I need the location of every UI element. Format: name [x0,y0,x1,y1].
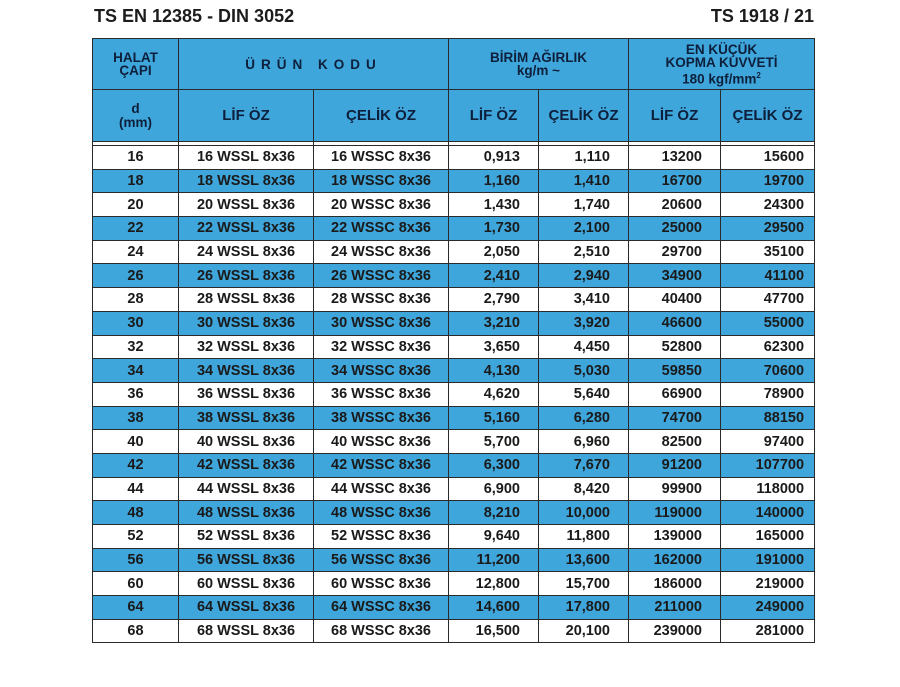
cell-code-lif: 64 WSSL 8x36 [179,596,314,620]
header-urun-kodu: ÜRÜN KODU [179,39,449,90]
table-row [93,311,815,335]
table-row [93,169,815,193]
table-row [93,525,815,549]
cell-force-celik: 47700 [721,288,815,312]
cell-weight-celik: 2,510 [539,240,629,264]
table-row [93,477,815,501]
cell-code-lif: 18 WSSL 8x36 [179,169,314,193]
cell-weight-celik: 10,000 [539,501,629,525]
cell-diameter: 32 [93,335,179,359]
table-row [93,217,815,241]
cell-force-celik: 88150 [721,406,815,430]
cell-weight-lif: 1,730 [449,217,539,241]
cell-force-lif: 119000 [629,501,721,525]
cell-weight-lif: 6,900 [449,477,539,501]
table-row [93,193,815,217]
cell-force-celik: 29500 [721,217,815,241]
cell-force-lif: 40400 [629,288,721,312]
table-row [93,382,815,406]
cell-diameter: 34 [93,359,179,383]
cell-force-lif: 162000 [629,548,721,572]
cell-weight-lif: 16,500 [449,619,539,643]
header-kopma-line2: KOPMA KUVVETİ [665,54,778,70]
table-row [93,548,815,572]
header-kopma-kuvveti [629,39,815,90]
cell-diameter: 38 [93,406,179,430]
subheader-d: d [131,100,140,116]
cell-code-celik: 40 WSSC 8x36 [314,430,449,454]
cell-code-celik: 48 WSSC 8x36 [314,501,449,525]
cell-weight-lif: 4,620 [449,382,539,406]
cell-force-lif: 66900 [629,382,721,406]
cell-code-lif: 68 WSSL 8x36 [179,619,314,643]
cell-diameter: 16 [93,146,179,170]
cell-code-celik: 36 WSSC 8x36 [314,382,449,406]
cell-diameter: 60 [93,572,179,596]
cell-diameter: 20 [93,193,179,217]
cell-force-celik: 191000 [721,548,815,572]
table-row [93,501,815,525]
cell-force-lif: 29700 [629,240,721,264]
cell-force-celik: 97400 [721,430,815,454]
cell-diameter: 36 [93,382,179,406]
cell-code-lif: 20 WSSL 8x36 [179,193,314,217]
subheader-force-celik-oz: ÇELİK ÖZ [721,90,815,142]
cell-code-lif: 38 WSSL 8x36 [179,406,314,430]
cell-weight-celik: 15,700 [539,572,629,596]
cell-weight-celik: 1,110 [539,146,629,170]
cell-weight-lif: 2,410 [449,264,539,288]
cell-force-lif: 211000 [629,596,721,620]
cell-code-lif: 36 WSSL 8x36 [179,382,314,406]
cell-code-lif: 32 WSSL 8x36 [179,335,314,359]
cell-weight-lif: 14,600 [449,596,539,620]
cell-diameter: 30 [93,311,179,335]
cell-force-celik: 41100 [721,264,815,288]
cell-weight-celik: 17,800 [539,596,629,620]
cell-weight-celik: 5,030 [539,359,629,383]
subheader-weight-lif-oz: LİF ÖZ [449,90,539,142]
cell-diameter: 68 [93,619,179,643]
table-row [93,240,815,264]
cell-weight-lif: 1,160 [449,169,539,193]
cell-force-celik: 19700 [721,169,815,193]
header-halat-capi-line1: HALAT [113,50,158,65]
cell-force-lif: 82500 [629,430,721,454]
cell-force-lif: 20600 [629,193,721,217]
cell-code-celik: 22 WSSC 8x36 [314,217,449,241]
cell-force-lif: 52800 [629,335,721,359]
cell-code-celik: 42 WSSC 8x36 [314,453,449,477]
cell-code-lif: 16 WSSL 8x36 [179,146,314,170]
cell-force-celik: 118000 [721,477,815,501]
rope-spec-table [92,38,815,643]
table-row [93,430,815,454]
cell-code-celik: 32 WSSC 8x36 [314,335,449,359]
cell-code-celik: 38 WSSC 8x36 [314,406,449,430]
cell-code-celik: 18 WSSC 8x36 [314,169,449,193]
header-birim-agirlik-line1: BİRİM AĞIRLIK [490,50,587,65]
cell-code-celik: 28 WSSC 8x36 [314,288,449,312]
cell-force-celik: 70600 [721,359,815,383]
cell-weight-lif: 3,210 [449,311,539,335]
cell-code-celik: 34 WSSC 8x36 [314,359,449,383]
cell-force-lif: 139000 [629,525,721,549]
cell-weight-celik: 6,280 [539,406,629,430]
cell-code-celik: 24 WSSC 8x36 [314,240,449,264]
cell-weight-lif: 1,430 [449,193,539,217]
cell-diameter: 28 [93,288,179,312]
cell-weight-celik: 8,420 [539,477,629,501]
cell-weight-lif: 12,800 [449,572,539,596]
cell-weight-lif: 11,200 [449,548,539,572]
table-row [93,264,815,288]
cell-diameter: 22 [93,217,179,241]
cell-weight-celik: 11,800 [539,525,629,549]
subheader-code-lif-oz: LİF ÖZ [179,90,314,142]
cell-diameter: 42 [93,453,179,477]
cell-weight-lif: 2,050 [449,240,539,264]
subheader-force-lif-oz: LİF ÖZ [629,90,721,142]
cell-diameter: 26 [93,264,179,288]
cell-force-celik: 140000 [721,501,815,525]
cell-weight-celik: 3,410 [539,288,629,312]
cell-force-celik: 55000 [721,311,815,335]
header-halat-capi-line2: ÇAPI [119,63,152,78]
cell-force-celik: 62300 [721,335,815,359]
cell-weight-celik: 3,920 [539,311,629,335]
table-row [93,146,815,170]
cell-code-celik: 60 WSSC 8x36 [314,572,449,596]
cell-code-celik: 64 WSSC 8x36 [314,596,449,620]
cell-code-lif: 22 WSSL 8x36 [179,217,314,241]
cell-diameter: 18 [93,169,179,193]
standard-right-title: TS 1918 / 21 [710,6,814,26]
cell-diameter: 44 [93,477,179,501]
cell-force-lif: 74700 [629,406,721,430]
header-birim-agirlik-line2: kg/m ~ [516,63,561,78]
cell-force-lif: 34900 [629,264,721,288]
cell-force-celik: 249000 [721,596,815,620]
cell-weight-celik: 7,670 [539,453,629,477]
cell-weight-celik: 6,960 [539,430,629,454]
cell-code-celik: 20 WSSC 8x36 [314,193,449,217]
cell-weight-lif: 5,700 [449,430,539,454]
cell-force-lif: 59850 [629,359,721,383]
cell-force-lif: 99900 [629,477,721,501]
cell-force-celik: 107700 [721,453,815,477]
cell-force-lif: 186000 [629,572,721,596]
cell-code-lif: 26 WSSL 8x36 [179,264,314,288]
subheader-code-celik-oz: ÇELİK ÖZ [314,90,449,142]
cell-code-lif: 30 WSSL 8x36 [179,311,314,335]
table-row [93,572,815,596]
subheader-weight-celik-oz: ÇELİK ÖZ [539,90,629,142]
cell-code-lif: 40 WSSL 8x36 [179,430,314,454]
cell-code-lif: 42 WSSL 8x36 [179,453,314,477]
cell-diameter: 52 [93,525,179,549]
header-kopma-line1: EN KÜÇÜK [685,41,758,57]
cell-force-lif: 91200 [629,453,721,477]
cell-weight-lif: 0,913 [449,146,539,170]
header-halat-capi [93,39,179,90]
cell-diameter: 48 [93,501,179,525]
cell-force-celik: 78900 [721,382,815,406]
cell-force-lif: 16700 [629,169,721,193]
cell-code-celik: 68 WSSC 8x36 [314,619,449,643]
cell-weight-celik: 20,100 [539,619,629,643]
cell-weight-lif: 2,790 [449,288,539,312]
cell-weight-celik: 13,600 [539,548,629,572]
table-row [93,453,815,477]
cell-code-celik: 16 WSSC 8x36 [314,146,449,170]
table-row [93,406,815,430]
cell-weight-lif: 5,160 [449,406,539,430]
cell-code-lif: 34 WSSL 8x36 [179,359,314,383]
cell-force-celik: 24300 [721,193,815,217]
cell-force-lif: 46600 [629,311,721,335]
cell-code-lif: 48 WSSL 8x36 [179,501,314,525]
cell-code-celik: 56 WSSC 8x36 [314,548,449,572]
cell-force-lif: 13200 [629,146,721,170]
table-row [93,288,815,312]
cell-force-celik: 15600 [721,146,815,170]
cell-diameter: 56 [93,548,179,572]
cell-code-celik: 52 WSSC 8x36 [314,525,449,549]
header-kopma-unit: 180 kgf/mm [682,71,757,87]
cell-weight-celik: 4,450 [539,335,629,359]
cell-weight-celik: 2,100 [539,217,629,241]
cell-code-lif: 28 WSSL 8x36 [179,288,314,312]
cell-force-celik: 35100 [721,240,815,264]
cell-force-celik: 165000 [721,525,815,549]
table-row [93,359,815,383]
subheader-mm: (mm) [119,114,152,130]
cell-code-celik: 44 WSSC 8x36 [314,477,449,501]
cell-force-lif: 25000 [629,217,721,241]
cell-diameter: 64 [93,596,179,620]
standard-left-title: TS EN 12385 - DIN 3052 [94,6,295,26]
header-kopma-sup: 2 [756,70,761,80]
cell-code-celik: 26 WSSC 8x36 [314,264,449,288]
header-birim-agirlik [449,39,629,90]
cell-code-lif: 24 WSSL 8x36 [179,240,314,264]
cell-code-celik: 30 WSSC 8x36 [314,311,449,335]
cell-force-celik: 219000 [721,572,815,596]
cell-code-lif: 44 WSSL 8x36 [179,477,314,501]
table-row [93,596,815,620]
table-row [93,335,815,359]
cell-weight-lif: 3,650 [449,335,539,359]
cell-diameter: 24 [93,240,179,264]
cell-force-lif: 239000 [629,619,721,643]
cell-code-lif: 60 WSSL 8x36 [179,572,314,596]
cell-weight-celik: 1,410 [539,169,629,193]
cell-diameter: 40 [93,430,179,454]
cell-weight-lif: 6,300 [449,453,539,477]
subheader-d-mm [93,90,179,142]
cell-weight-celik: 2,940 [539,264,629,288]
header-kopma-line3 [629,69,814,86]
cell-weight-lif: 8,210 [449,501,539,525]
cell-weight-celik: 5,640 [539,382,629,406]
cell-code-lif: 52 WSSL 8x36 [179,525,314,549]
cell-force-celik: 281000 [721,619,815,643]
cell-weight-lif: 9,640 [449,525,539,549]
table-row [93,619,815,643]
cell-weight-celik: 1,740 [539,193,629,217]
cell-weight-lif: 4,130 [449,359,539,383]
cell-code-lif: 56 WSSL 8x36 [179,548,314,572]
